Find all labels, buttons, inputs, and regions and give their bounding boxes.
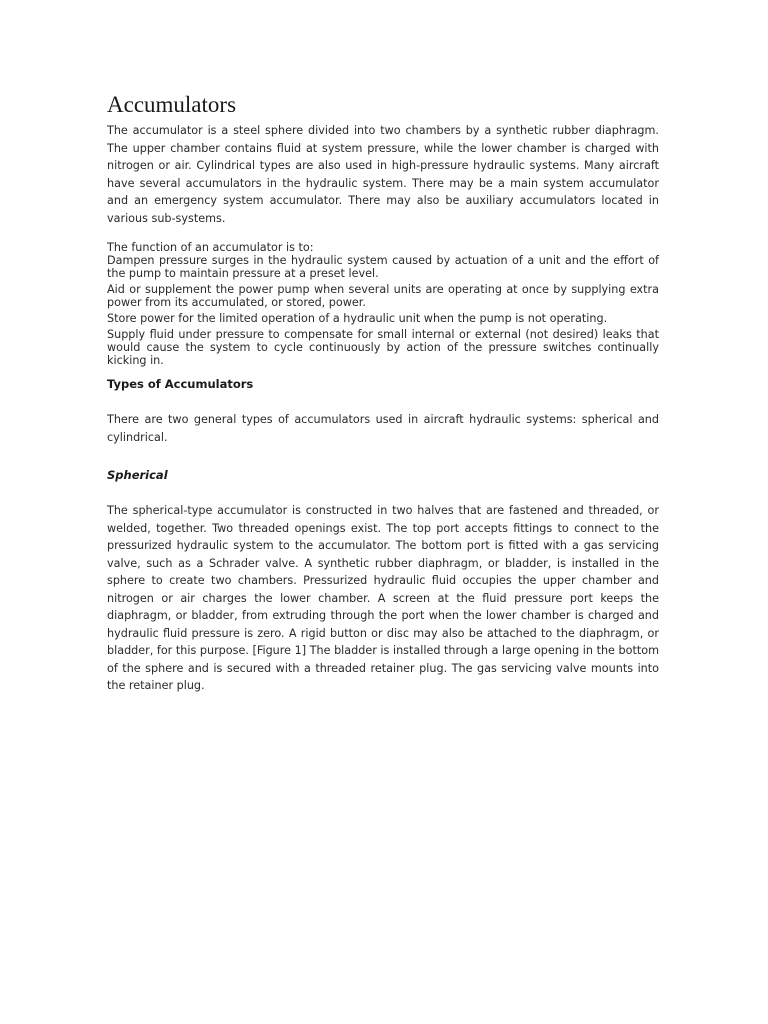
document-page xyxy=(107,92,659,695)
intro-paragraph: The accumulator is a steel sphere divided into two chambers by a synthetic rubber diaphragm. The upper chamber contains fluid at system pressure, while the lower chamber is charged with nitrogen or air. Cylindrical types are also used in high-pressure hydraulic systems. Many aircraft have several accumulators in the hydraulic system. There may be a main system accumulator and an emergency system accumulator. There may also be auxiliary accumulators located in various sub-systems. xyxy=(107,124,659,225)
function-item-1: Dampen pressure surges in the hydraulic system caused by actuation of a unit and the effort of the pump to maintain pressure at a preset level. xyxy=(107,254,659,280)
document-title: Accumulators xyxy=(107,92,237,117)
function-item-2: Aid or supplement the power pump when several units are operating at once by supplying extra power from its accumulated, or stored, power. xyxy=(107,283,659,309)
function-item-3: Store power for the limited operation of a hydraulic unit when the pump is not operating. xyxy=(107,312,608,325)
types-heading: Types of Accumulators xyxy=(107,377,254,391)
types-paragraph: There are two general types of accumulators used in aircraft hydraulic systems: spherical and cylindrical. xyxy=(107,413,659,444)
function-item-4: Supply fluid under pressure to compensate for small internal or external (not desired) leaks that would cause the system to cycle continuously by action of the pressure switches continually kicking in. xyxy=(107,328,659,367)
spherical-heading: Spherical xyxy=(107,468,168,482)
spherical-paragraph: The spherical-type accumulator is constructed in two halves that are fastened and threaded, or welded, together. Two threaded openings exist. The top port accepts fittings to connect to the pressurized hydraulic system to the accumulator. The bottom port is fitted with a gas servicing valve, such as a Schrader valve. A synthetic rubber diaphragm, or bladder, is installed in the sphere to create two chambers. Pressurized hydraulic fluid occupies the upper chamber and nitrogen or air charges the lower chamber. A screen at the fluid pressure port keeps the diaphragm, or bladder, from extruding through the port when the lower chamber is charged and hydraulic fluid pressure is zero. A rigid button or disc may also be attached to the diaphragm, or bladder, for this purpose. [Figure 1] The bladder is installed through a large opening in the bottom of the sphere and is secured with a threaded retainer plug. The gas servicing valve mounts into the retainer plug. xyxy=(107,504,659,692)
function-lead: The function of an accumulator is to: xyxy=(107,241,314,254)
